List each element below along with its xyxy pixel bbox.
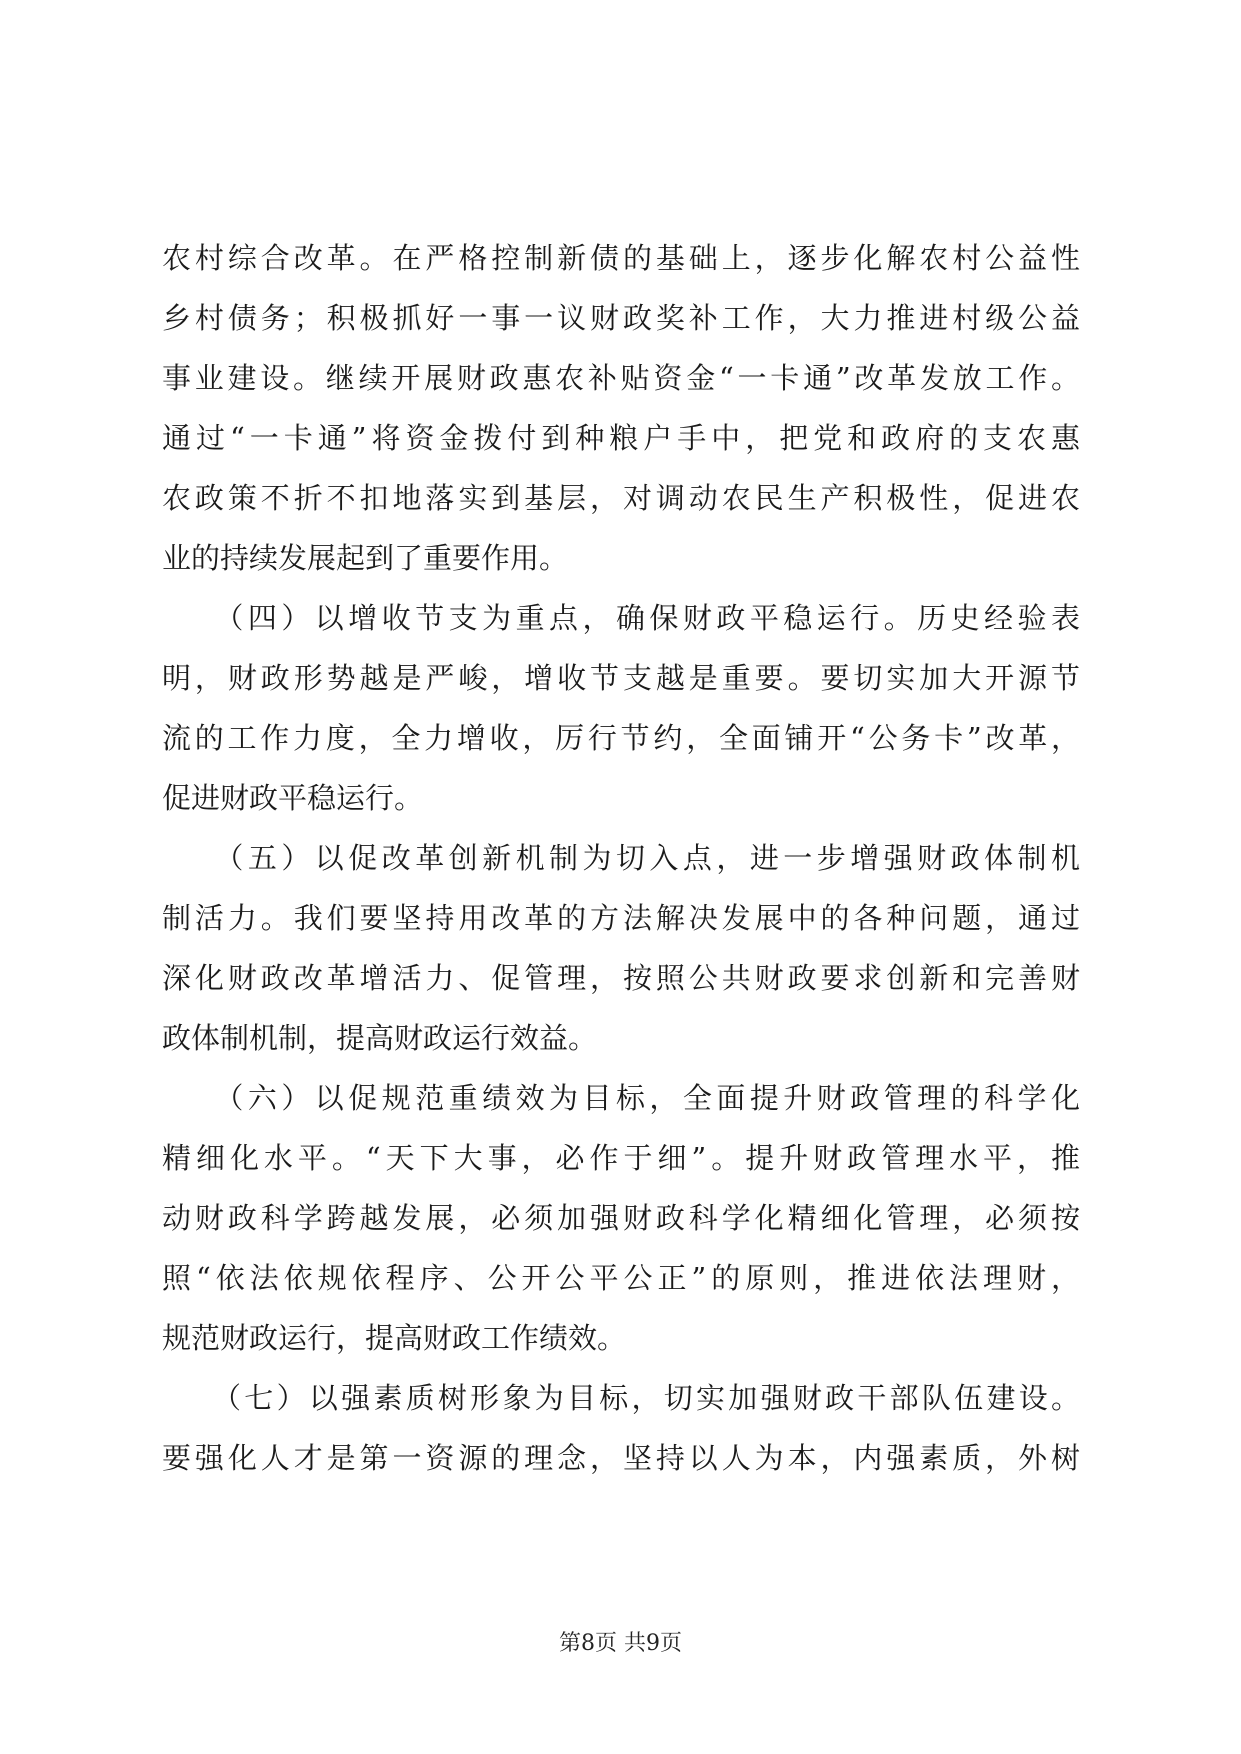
text-line: 动财政科学跨越发展，必须加强财政科学化精细化管理，必须按 <box>162 1201 1080 1235</box>
document-body <box>162 228 1080 1488</box>
text-line: 农村综合改革。在严格控制新债的基础上，逐步化解农村公益性 <box>162 241 1080 275</box>
text-line: （六）以促规范重绩效为目标，全面提升财政管理的科学化 <box>162 1081 1080 1115</box>
text-line: 事业建设。继续开展财政惠农补贴资金“一卡通”改革发放工作。 <box>162 361 1080 395</box>
text-line: 明，财政形势越是严峻，增收节支越是重要。要切实加大开源节 <box>162 661 1080 695</box>
text-line: 制活力。我们要坚持用改革的方法解决发展中的各种问题，通过 <box>162 901 1080 935</box>
text-line: （五）以促改革创新机制为切入点，进一步增强财政体制机 <box>162 841 1080 875</box>
text-line: 业的持续发展起到了重要作用。 <box>162 541 569 575</box>
text-line: （四）以增收节支为重点，确保财政平稳运行。历史经验表 <box>162 601 1080 635</box>
page-number-footer: 第8页 共9页 <box>559 1631 682 1656</box>
text-line: 政体制机制，提高财政运行效益。 <box>162 1021 598 1055</box>
text-line: 农政策不折不扣地落实到基层，对调动农民生产积极性，促进农 <box>162 481 1080 515</box>
text-line: 乡村债务；积极抓好一事一议财政奖补工作，大力推进村级公益 <box>162 301 1080 335</box>
text-line: 照“依法依规依程序、公开公平公正”的原则，推进依法理财， <box>162 1261 1080 1295</box>
text-line: 流的工作力度，全力增收，厉行节约，全面铺开“公务卡”改革， <box>162 721 1080 755</box>
text-line: 促进财政平稳运行。 <box>162 781 424 815</box>
text-line: 精细化水平。“天下大事，必作于细”。提升财政管理水平，推 <box>162 1141 1080 1175</box>
text-line: 要强化人才是第一资源的理念，坚持以人为本，内强素质，外树 <box>162 1441 1080 1475</box>
text-line: 深化财政改革增活力、促管理，按照公共财政要求创新和完善财 <box>162 961 1080 995</box>
text-line: （七）以强素质树形象为目标，切实加强财政干部队伍建设。 <box>162 1381 1080 1415</box>
text-line: 通过“一卡通”将资金拨付到种粮户手中，把党和政府的支农惠 <box>162 421 1080 455</box>
text-line: 规范财政运行，提高财政工作绩效。 <box>162 1321 627 1355</box>
